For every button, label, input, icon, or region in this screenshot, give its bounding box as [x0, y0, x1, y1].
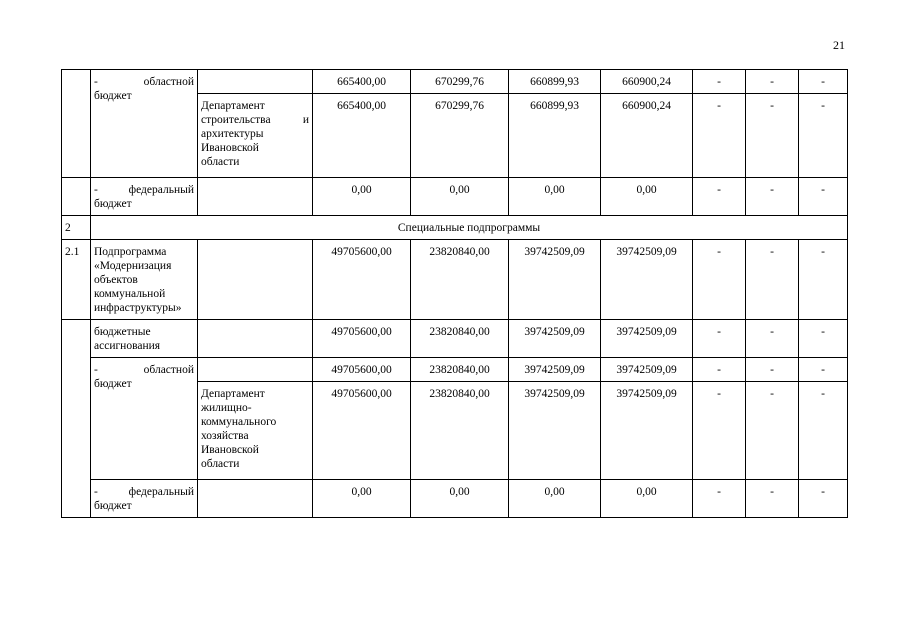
- dash-cell: -: [746, 320, 799, 358]
- funding-source-cell: - областной бюджет: [91, 358, 198, 480]
- funding-source-cell: - федеральный бюджет: [91, 178, 198, 216]
- executor-cell: [198, 320, 313, 358]
- dash-cell: -: [799, 240, 848, 320]
- dash-cell: -: [693, 382, 746, 480]
- amount-cell: 39742509,09: [601, 320, 693, 358]
- row-number-cell: [62, 320, 91, 518]
- amount-cell: 660899,93: [509, 94, 601, 178]
- amount-cell: 23820840,00: [411, 320, 509, 358]
- dash-cell: -: [746, 70, 799, 94]
- amount-cell: 23820840,00: [411, 382, 509, 480]
- amount-cell: 0,00: [601, 480, 693, 518]
- amount-cell: 39742509,09: [509, 240, 601, 320]
- dash-cell: -: [693, 178, 746, 216]
- dash-cell: -: [746, 240, 799, 320]
- executor-cell: Департамент жилищно- коммунального хозяйства Ивановской области: [198, 382, 313, 480]
- executor-cell: [198, 358, 313, 382]
- dash-cell: -: [746, 358, 799, 382]
- page-number: 21: [833, 38, 845, 52]
- dash-cell: -: [746, 94, 799, 178]
- dash-cell: -: [799, 480, 848, 518]
- dash-cell: -: [799, 382, 848, 480]
- amount-cell: 39742509,09: [509, 358, 601, 382]
- amount-cell: 49705600,00: [313, 382, 411, 480]
- dash-cell: -: [693, 358, 746, 382]
- executor-cell: [198, 480, 313, 518]
- table-row: [62, 70, 848, 94]
- row-number-cell: [62, 70, 91, 178]
- subprogram-name-cell: Подпрограмма «Модернизация объектов коммунальной инфраструктуры»: [91, 240, 198, 320]
- amount-cell: 670299,76: [411, 94, 509, 178]
- dash-cell: -: [693, 320, 746, 358]
- dash-cell: -: [799, 94, 848, 178]
- amount-cell: 670299,76: [411, 70, 509, 94]
- row-number-cell: 2: [62, 216, 91, 240]
- dash-cell: -: [799, 178, 848, 216]
- amount-cell: 39742509,09: [601, 358, 693, 382]
- table-row: [62, 240, 848, 320]
- amount-cell: 0,00: [509, 480, 601, 518]
- amount-cell: 0,00: [313, 480, 411, 518]
- executor-cell: [198, 240, 313, 320]
- table-row: [62, 480, 848, 518]
- dash-cell: -: [799, 70, 848, 94]
- section-title: Специальные подпрограммы: [91, 216, 848, 240]
- amount-cell: 23820840,00: [411, 240, 509, 320]
- amount-cell: 0,00: [411, 178, 509, 216]
- section-header-row: [62, 216, 848, 240]
- amount-cell: 39742509,09: [509, 320, 601, 358]
- amount-cell: 49705600,00: [313, 358, 411, 382]
- amount-cell: 0,00: [509, 178, 601, 216]
- amount-cell: 660899,93: [509, 70, 601, 94]
- executor-cell: [198, 178, 313, 216]
- budget-table: [61, 69, 848, 518]
- executor-cell: [198, 70, 313, 94]
- amount-cell: 49705600,00: [313, 240, 411, 320]
- dash-cell: -: [746, 178, 799, 216]
- funding-source-cell: бюджетные ассигнования: [91, 320, 198, 358]
- amount-cell: 39742509,09: [601, 240, 693, 320]
- amount-cell: 665400,00: [313, 70, 411, 94]
- amount-cell: 0,00: [601, 178, 693, 216]
- row-number-cell: [62, 178, 91, 216]
- table-row: [62, 358, 848, 382]
- dash-cell: -: [693, 70, 746, 94]
- dash-cell: -: [693, 94, 746, 178]
- dash-cell: -: [693, 480, 746, 518]
- amount-cell: 660900,24: [601, 70, 693, 94]
- amount-cell: 49705600,00: [313, 320, 411, 358]
- executor-cell: Департамент строительства и архитектуры Ивановской области: [198, 94, 313, 178]
- dash-cell: -: [799, 358, 848, 382]
- amount-cell: 0,00: [411, 480, 509, 518]
- amount-cell: 0,00: [313, 178, 411, 216]
- dash-cell: -: [746, 480, 799, 518]
- amount-cell: 23820840,00: [411, 358, 509, 382]
- funding-source-cell: - областной бюджет: [91, 70, 198, 178]
- amount-cell: 660900,24: [601, 94, 693, 178]
- row-number-cell: 2.1: [62, 240, 91, 320]
- dash-cell: -: [693, 240, 746, 320]
- dash-cell: -: [799, 320, 848, 358]
- amount-cell: 39742509,09: [509, 382, 601, 480]
- table-row: [62, 320, 848, 358]
- amount-cell: 665400,00: [313, 94, 411, 178]
- amount-cell: 39742509,09: [601, 382, 693, 480]
- funding-source-cell: - федеральный бюджет: [91, 480, 198, 518]
- table-row: [62, 178, 848, 216]
- dash-cell: -: [746, 382, 799, 480]
